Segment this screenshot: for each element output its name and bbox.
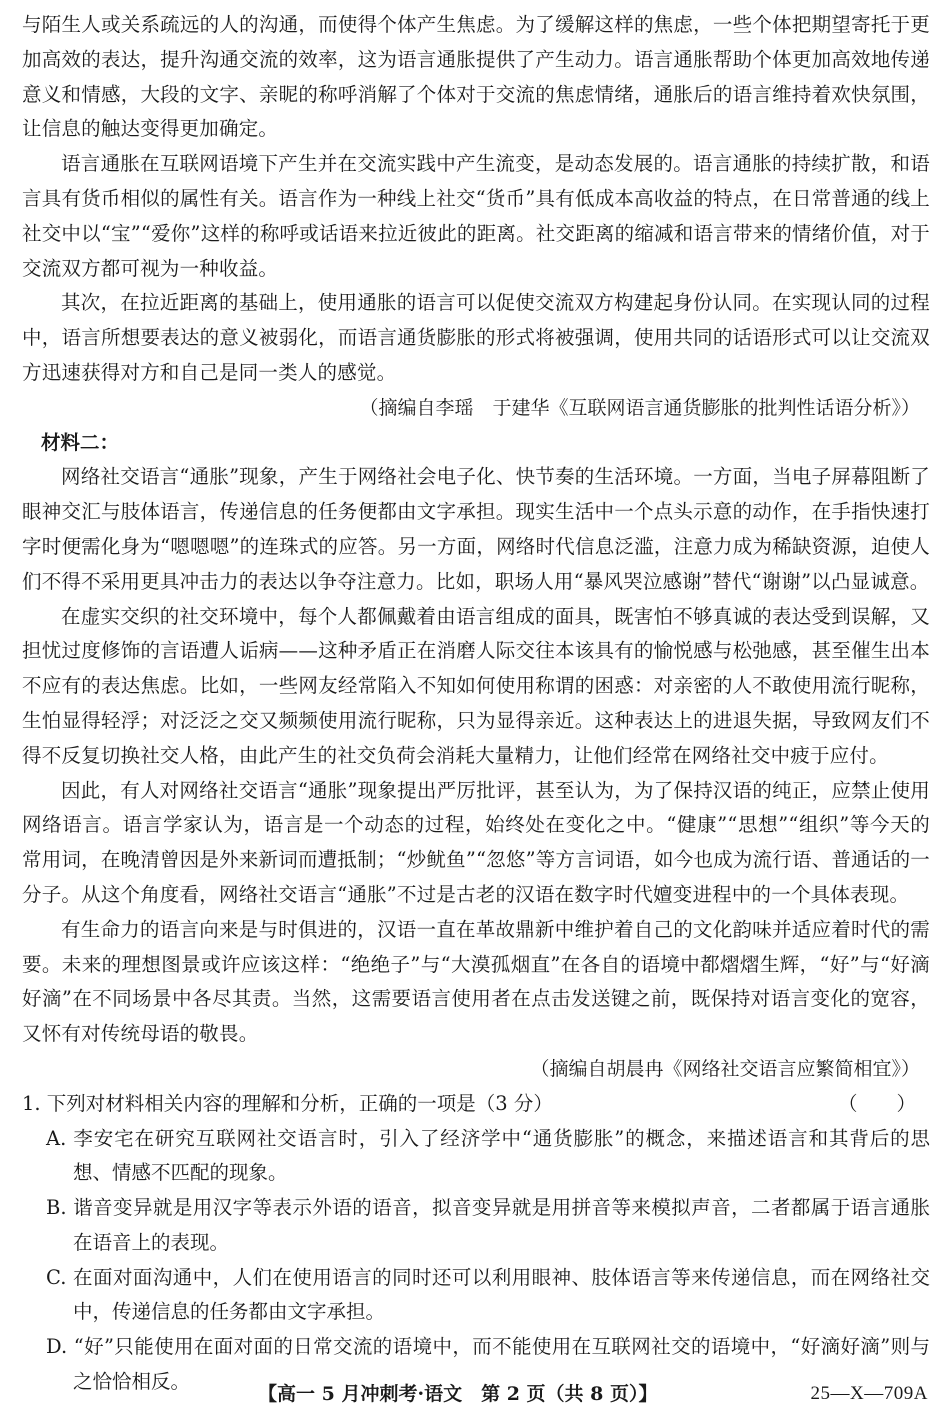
- material-two-paragraph-2: 在虚实交织的社交环境中，每个人都佩戴着由语言组成的面具，既害怕不够真诚的表达受到误解，又担忧过度修饰的言语遭人诟病——这种矛盾正在消磨人际交往本该具有的愉悦感与松弛感，甚至催生出本不应有的表达焦虑。比如，一些网友经常陷入不知如何使用称谓的困惑：对亲密的人不敢使用流行昵称，生怕显得轻浮；对泛泛之交又频频使用流行昵称，只为显得亲近。这种表达上的进退失据，导致网友们不得不反复切换社交人格，由此产生的社交负荷会消耗大量精力，让他们经常在网络社交中疲于应付。: [22, 604, 930, 767]
- question-1-option-d: D. “好”只能使用在面对面的日常交流的语境中，而不能使用在互联网社交的语境中，“好滴好滴”则与之恰恰相反。: [46, 1335, 930, 1394]
- question-1-option-b: B. 谐音变异就是用汉字等表示外语的语音，拟音变异就是用拼音等来模拟声音，二者都属于语言通胀在语音上的表现。: [46, 1196, 930, 1254]
- material-two-paragraph-3: 因此，有人对网络社交语言“通胀”现象提出严厉批评，甚至认为，为了保持汉语的纯正，应禁止使用网络语言。语言学家认为，语言是一个动态的过程，始终处在变化之中。“健康”“思想”“组织”等今天的常用词，在晚清曾因是外来新词而遭抵制；“炒鱿鱼”“忽悠”等方言词语，如今也成为流行语、普通话的一分子。从这个角度看，网络社交语言“通胀”不过是古老的汉语在数字时代嬗变进程中的一个具体表现。: [22, 778, 930, 906]
- material-two: [22, 426, 930, 1087]
- question-1-stem: 1. 下列对材料相关内容的理解和分析，正确的一项是（3 分）: [22, 1091, 553, 1115]
- material-one: [22, 8, 930, 426]
- page-footer: [0, 1376, 950, 1412]
- material-two-paragraph-1: 网络社交语言“通胀”现象，产生于网络社会电子化、快节奏的生活环境。一方面，当电子屏幕阻断了眼神交汇与肢体语言，传递信息的任务便都由文字承担。现实生活中一个点头示意的动作，在手指快速打字时便需化身为“嗯嗯嗯”的连珠式的应答。另一方面，网络时代信息泛滥，注意力成为稀缺资源，迫使人们不得不采用更具冲击力的表达以争夺注意力。比如，职场人用“暴风哭泣感谢”替代“谢谢”以凸显诚意。: [22, 465, 930, 593]
- material-one-paragraph-3: 其次，在拉近距离的基础上，使用通胀的语言可以促使交流双方构建起身份认同。在实现认同的过程中，语言所想要表达的意义被弱化，而语言通货膨胀的形式将被强调，使用共同的话语形式可以让交流双方迅速获得对方和自己是同一类人的感觉。: [22, 291, 930, 384]
- material-one-source: （摘编自李瑶 于建华《互联网语言通货膨胀的批判性话语分析》）: [359, 396, 920, 419]
- question-1-answer-blank: （ ）: [837, 1091, 916, 1115]
- material-two-paragraph-4: 有生命力的语言向来是与时俱进的，汉语一直在革故鼎新中维护着自己的文化韵味并适应着时代的需要。未来的理想图景或许应该这样：“绝绝子”与“大漠孤烟直”在各自的语境中都熠熠生辉，“好”与“好滴好滴”在不同场景中各尽其责。当然，这需要语言使用者在点击发送键之前，既保持对语言变化的宽容，又怀有对传统母语的敬畏。: [22, 917, 930, 1046]
- material-one-paragraph-1: 与陌生人或关系疏远的人的沟通，而使得个体产生焦虑。为了缓解这样的焦虑，一些个体把期望寄托于更加高效的表达，提升沟通交流的效率，这为语言通胀提供了产生动力。语言通胀帮助个体更加高效地传递意义和情感，大段的文字、亲昵的称呼消解了个体对于交流的焦虑情绪，通胀后的语言维持着欢快氛围，让信息的触达变得更加确定。: [22, 13, 930, 141]
- exam-page: [22, 8, 930, 1400]
- question-1: [22, 1087, 930, 1400]
- footer-title: [258, 1376, 658, 1412]
- material-two-heading: 材料二：: [41, 430, 120, 454]
- question-1-option-a: A. 李安宅在研究互联网社交语言时，引入了经济学中“通货膨胀”的概念，来描述语言和其背后的思想、情感不匹配的现象。: [46, 1126, 930, 1185]
- material-one-paragraph-2: 语言通胀在互联网语境下产生并在交流实践中产生流变，是动态发展的。语言通胀的持续扩散，和语言具有货币相似的属性有关。语言作为一种线上社交“货币”具有低成本高收益的特点，在日常普通的线上社交中以“宝”“爱你”这样的称呼或话语来拉近彼此的距离。社交距离的缩减和语言带来的情绪价值，对于交流双方都可视为一种收益。: [22, 152, 930, 280]
- material-two-source: （摘编自胡晨冉《网络社交语言应繁简相宜》）: [530, 1057, 920, 1080]
- footer-subject: 语文: [424, 1383, 463, 1405]
- footer-exam-title: 【高一 5 月冲刺考: [258, 1383, 418, 1405]
- question-1-option-c: C. 在面对面沟通中，人们在使用语言的同时还可以利用眼神、肢体语言等来传递信息，而在网络社交中，传递信息的任务都由文字承担。: [46, 1265, 930, 1324]
- footer-code: 25—X—709A: [810, 1383, 928, 1404]
- footer-separator: ·: [417, 1383, 425, 1405]
- question-1-header: [22, 1087, 930, 1122]
- footer-page-info: 第 2 页（共 8 页）】: [481, 1383, 658, 1405]
